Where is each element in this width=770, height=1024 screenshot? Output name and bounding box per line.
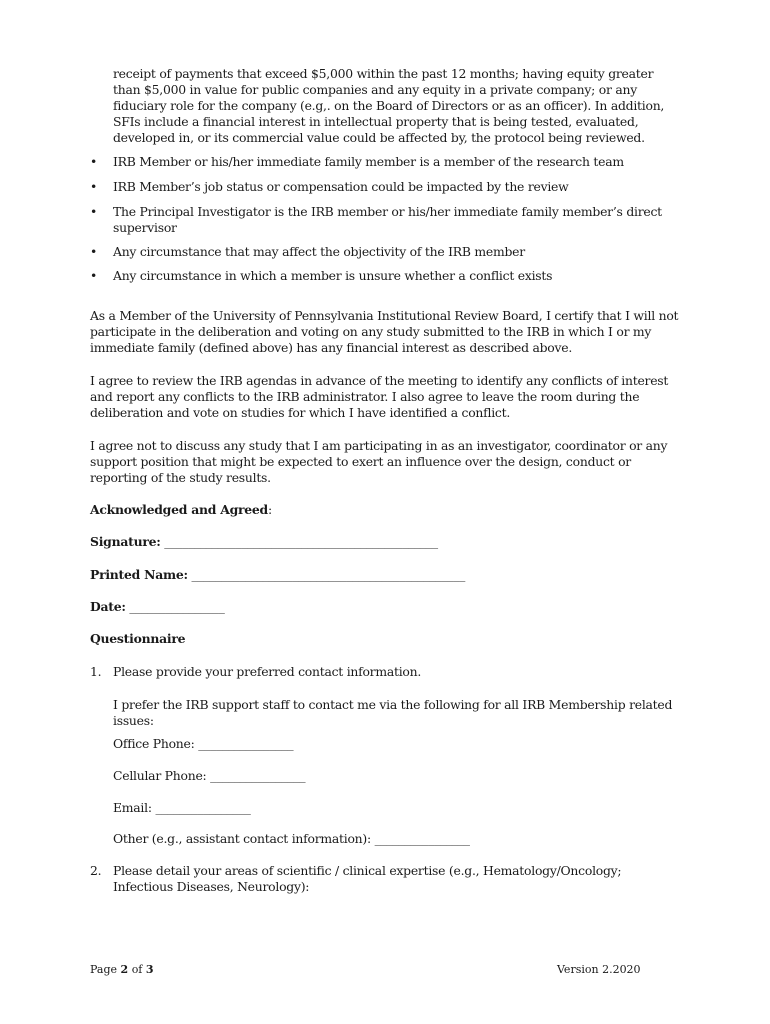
intro-continuation-text: receipt of payments that exceed $5,000 within the past 12 months; having equity greater than $5,000 in value for public companies and any equity in a private company; or any fiduciary role for the company (e.g,. on the Board of Directors or as an officer). In addition, SFIs include a financial interest in intellectual property that is being tested, evaluated, developed in, or its commercial value could be affected by, the protocol being reviewed. — [113, 66, 665, 145]
question-text: Please detail your areas of scientific / clinical expertise (e.g., Hematology/Oncology; Infectious Diseases, Neurology): — [113, 863, 622, 894]
other-contact-line[interactable]: ________________ — [374, 831, 470, 846]
bullet-dot: • — [90, 154, 98, 169]
bullet-dot: • — [90, 268, 98, 283]
office-phone-field[interactable] — [113, 736, 293, 752]
other-contact-label: Other (e.g., assistant contact information): — [113, 831, 371, 846]
page-total: 3 — [145, 963, 154, 976]
signature-field[interactable] — [90, 534, 438, 550]
email-field[interactable] — [113, 800, 251, 816]
email-line[interactable]: ________________ — [155, 800, 251, 815]
cellular-phone-label: Cellular Phone: — [113, 768, 207, 783]
page-number — [90, 963, 154, 976]
bullet-dot: • — [90, 244, 98, 259]
printed-name-line[interactable]: ______________________________________________ — [191, 567, 466, 582]
contact-preference-prompt: I prefer the IRB support staff to contact me via the following for all IRB Membership related issues: — [113, 697, 673, 728]
bullet-text: Any circumstance that may affect the objectivity of the IRB member — [113, 244, 525, 259]
questionnaire-heading: Questionnaire — [90, 631, 186, 646]
office-phone-label: Office Phone: — [113, 736, 195, 751]
signature-label: Signature: — [90, 534, 161, 549]
acknowledged-label: Acknowledged and Agreed — [90, 502, 268, 517]
bullet-text: The Principal Investigator is the IRB member or his/her immediate family member’s direct supervisor — [113, 204, 662, 235]
date-line[interactable]: ________________ — [129, 599, 225, 614]
page-current: 2 — [120, 963, 129, 976]
version-label: Version 2.2020 — [557, 963, 641, 976]
bullet-text: IRB Member’s job status or compensation could be impacted by the review — [113, 179, 569, 194]
non-discussion-paragraph: I agree not to discuss any study that I am participating in as an investigator, coordinator or any support position that might be expected to exert an influence over the design, conduct or reporting of the study results. — [90, 438, 668, 485]
question-text: Please provide your preferred contact information. — [113, 664, 422, 679]
question-number: 2. — [90, 863, 102, 878]
bullet-dot: • — [90, 204, 98, 219]
question-number: 1. — [90, 664, 102, 679]
date-label: Date: — [90, 599, 126, 614]
email-label: Email: — [113, 800, 152, 815]
other-contact-field[interactable] — [113, 831, 470, 847]
date-field[interactable] — [90, 599, 225, 615]
cellular-phone-field[interactable] — [113, 768, 305, 784]
office-phone-line[interactable]: ________________ — [198, 736, 294, 751]
bullet-text: Any circumstance in which a member is unsure whether a conflict exists — [113, 268, 553, 283]
bullet-dot: • — [90, 179, 98, 194]
signature-line[interactable]: ______________________________________________ — [164, 534, 438, 549]
page-of: of — [131, 963, 143, 976]
bullet-text: IRB Member or his/her immediate family member is a member of the research team — [113, 154, 624, 169]
printed-name-label: Printed Name: — [90, 567, 188, 582]
printed-name-field[interactable] — [90, 567, 465, 583]
cellular-phone-line[interactable]: ________________ — [210, 768, 306, 783]
acknowledged-heading — [90, 502, 272, 518]
acknowledged-suffix: : — [267, 502, 272, 517]
page-prefix: Page — [90, 963, 118, 976]
certification-paragraph: As a Member of the University of Pennsylvania Institutional Review Board, I certify that I will not participate in the deliberation and voting on any study submitted to the IRB in which I or my immediate family (defined above) has any financial interest as described above. — [90, 308, 679, 355]
review-agreement-paragraph: I agree to review the IRB agendas in advance of the meeting to identify any conflicts of interest and report any conflicts to the IRB administrator. I also agree to leave the room during the deliberation and vote on studies for which I have identified a conflict. — [90, 373, 669, 420]
